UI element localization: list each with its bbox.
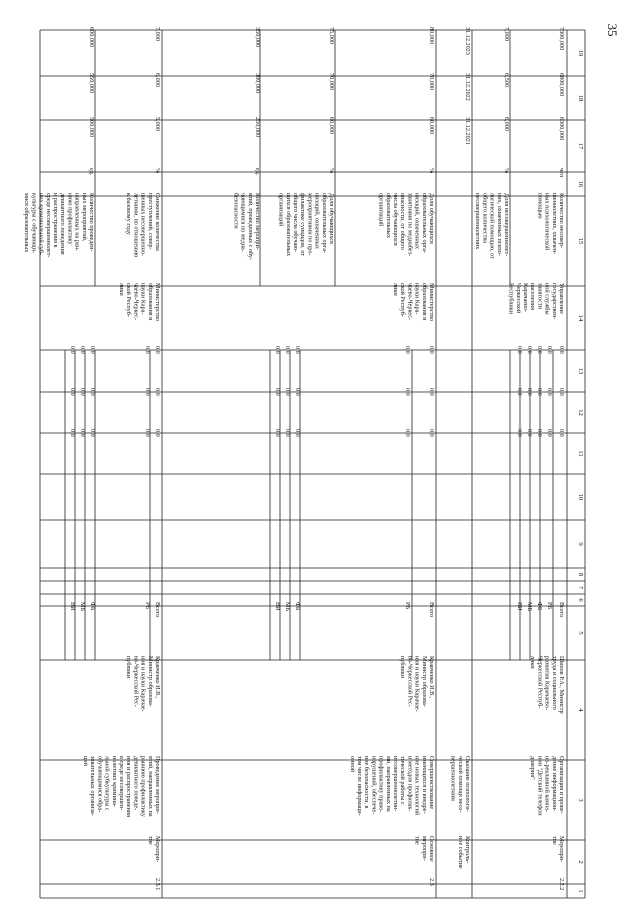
- control-date: 31.12.2021: [464, 117, 471, 145]
- funding-source: МБ: [284, 602, 291, 612]
- funding-value: 0,0: [284, 346, 291, 354]
- funding-value: 0,0: [294, 429, 301, 437]
- target-value-2: 7,000: [503, 27, 510, 41]
- funding-value: 0,0: [274, 429, 281, 437]
- funding-value: 0,0: [516, 429, 523, 437]
- target-value-2: 75,000: [328, 27, 335, 45]
- header-number: 11: [577, 450, 584, 457]
- target-value-2: 70,000: [328, 73, 335, 91]
- row-name: Организация и прове-дение информацион-но-рекламной кампа-нии "Детский телефондоверия": [529, 756, 565, 816]
- target-value-2: 550,000: [88, 73, 95, 94]
- target-value-2: 60,000: [328, 117, 335, 135]
- target-value: 6,000: [154, 73, 161, 87]
- budget-value: 0,0: [154, 388, 161, 396]
- row-type: Основноемеропри-тие: [413, 836, 435, 862]
- header-number: 1: [577, 889, 584, 893]
- row-indicator: Доля обучающихсяобразовательных орга-низаций, охваченныхзанятиями по медиабез-опасности, от общегочисла обучающихсяобразовательныхорганизаций: [377, 193, 435, 257]
- funding-value: 0,0: [404, 388, 411, 396]
- target-value-2: 6,500: [503, 73, 510, 87]
- target-value-2: 6,000: [503, 117, 510, 131]
- funding-source: МБ: [79, 602, 86, 612]
- funding-value: 0,0: [516, 346, 523, 354]
- funding-value: 0,0: [69, 429, 76, 437]
- row-unit: %: [428, 168, 435, 174]
- row-indicator-2: Доля несовершеннолет-них, охваченных психо-логической помощью, отобщего количестванесовершеннолетних: [474, 193, 510, 259]
- header-number: 2: [577, 860, 584, 864]
- header-number: 14: [577, 314, 584, 322]
- funding-value: 0,0: [69, 388, 76, 396]
- target-value: 7300,000: [558, 27, 565, 51]
- target-value-3: 250,000: [254, 117, 261, 138]
- header-number: 3: [577, 798, 584, 802]
- funding-value: 0,0: [79, 429, 86, 437]
- funding-value: 0,0: [144, 346, 151, 354]
- target-value: 6800,000: [558, 73, 565, 97]
- header-number: 9: [577, 542, 584, 546]
- funding-value: 0,0: [294, 388, 301, 396]
- header-number: 16: [577, 180, 584, 188]
- header-number: 12: [577, 409, 584, 416]
- budget-value: 0,0: [558, 346, 565, 354]
- target-value-3: 350,000: [254, 27, 261, 48]
- row-unit-2: %: [328, 168, 335, 174]
- funding-value: 0,0: [144, 388, 151, 396]
- funding-value: 0,0: [526, 429, 533, 437]
- funding-value: 0,0: [536, 429, 543, 437]
- budget-value: 0,0: [154, 346, 161, 354]
- header-number: 13: [577, 367, 584, 375]
- row-executor: Управлениегосударствен-ной службызанятостинаселенияКарачаево-ЧеркесскойРеспублики: [507, 283, 565, 320]
- funding-value: 0,0: [536, 346, 543, 354]
- funding-value: 0,0: [546, 346, 553, 354]
- row-indicator-2: Количество проведен-ных мероприятий,направленных на ран-нюю профилактикудевиантного поведенияи распространения всреде несовершеннолет-них криминальной суб-культуры с обучающи-мися образовательных: [23, 193, 95, 258]
- row-executor: Министерствообразования инауки Кара-чаево-Черкес-ской Респуб-лики: [118, 283, 161, 322]
- budget-value: 0,0: [558, 429, 565, 437]
- funding-value: 0,0: [546, 429, 553, 437]
- source-total: Всего: [558, 602, 565, 618]
- budget-value: 0,0: [428, 429, 435, 437]
- row-type: Меропри-тие: [146, 836, 161, 863]
- control-date: 31.12.2023: [464, 27, 471, 55]
- target-value-2: 600,000: [88, 27, 95, 48]
- row-unit: %: [154, 168, 161, 174]
- target-value: 60,000: [428, 117, 435, 135]
- funding-value: 0,0: [274, 346, 281, 354]
- funding-value: 0,0: [294, 346, 301, 354]
- header-number: 8: [577, 572, 584, 577]
- funding-source: ФБ: [536, 602, 543, 611]
- funding-source: ФБ: [89, 602, 96, 611]
- row-type: Контроль-ное событие: [456, 836, 471, 869]
- funding-value: 0,0: [404, 429, 411, 437]
- header-number: 15: [577, 237, 584, 245]
- row-unit: чел: [558, 168, 565, 177]
- target-value-3: 300,000: [254, 73, 261, 94]
- funding-value: 0,0: [69, 346, 76, 354]
- row-name: Проведение меропри-ятий, направленных нараннюю профилактикудевиантного поведе-ния и распространенияв среде несовершен-нолетних кримина-льной субкультуры собучающимися обра-зовательных организа-ций: [82, 756, 161, 818]
- target-value: 80,000: [428, 27, 435, 45]
- header-number: 5: [577, 631, 584, 635]
- funding-value: 0,0: [536, 388, 543, 396]
- page-number: 35: [605, 23, 620, 37]
- row-responsible: Кравченко И.В.,Министр образова-ния и науки Карачае-во-Черкесской Рес-публики: [399, 656, 435, 712]
- funding-value: 0,0: [89, 429, 96, 437]
- table-text: [23, 27, 584, 893]
- row-indicator: Количество несовер-шеннолетних, охвачен-ных психологическойпомощью: [536, 193, 565, 255]
- row-indicator-2: Доля обучающихсяобразовательных орга-низаций, охваченныхмероприятиями по про-филактике суицидов, отобщего числа обучаю-щихся образовательныхорганизаций: [277, 193, 335, 257]
- header-number: 17: [577, 142, 584, 150]
- funding-source: ФБ: [294, 602, 301, 611]
- funding-source: РБ: [144, 602, 151, 609]
- header-number: 7: [577, 585, 584, 590]
- target-value-2: 500,000: [88, 117, 95, 138]
- funding-value: 0,0: [89, 388, 96, 396]
- target-value: 6300,000: [558, 117, 565, 141]
- funding-value: 0,0: [404, 346, 411, 354]
- header-number: 18: [577, 94, 584, 102]
- header-number: 10: [577, 493, 584, 501]
- funding-value: 0,0: [144, 429, 151, 437]
- row-indicator: Снижение количествапреступлений, совер-шенных несовершенно-летними, по отношениюк базовому году: [125, 193, 161, 258]
- target-value: 70,000: [428, 73, 435, 91]
- row-name: Оказание психологи-ческой помощи несо-вершеннолетним: [449, 756, 471, 813]
- row-responsible: Шилов Р.А., Министртруда и социальногоразвития Карачаево-Черкесской Респуб-лики: [529, 656, 565, 714]
- funding-source: ВИ: [274, 602, 281, 611]
- funding-value: 0,0: [516, 388, 523, 396]
- header-number: 19: [577, 49, 584, 57]
- funding-value: 0,0: [546, 388, 553, 396]
- funding-value: 0,0: [526, 346, 533, 354]
- row-number: 2.3: [428, 878, 435, 886]
- target-value: 7,000: [154, 27, 161, 41]
- funding-value: 0,0: [526, 388, 533, 396]
- row-indicator-3: Количество меропри-ятий, проведенных с обу-чающимися по медиа-безопасности: [232, 193, 261, 261]
- funding-source: МБ: [526, 602, 533, 612]
- funding-source: ВИ: [69, 602, 76, 611]
- funding-value: 0,0: [79, 388, 86, 396]
- funding-source: ВИ: [516, 602, 523, 611]
- funding-value: 0,0: [284, 388, 291, 396]
- funding-value: 0,0: [79, 346, 86, 354]
- target-value: 5,000: [154, 117, 161, 131]
- row-responsible: Кравченко И.В.,Министр образова-ния и науки Карачае-во-Черкесской Рес-публики: [125, 656, 161, 712]
- funding-value: 0,0: [89, 346, 96, 354]
- budget-value: 0,0: [428, 388, 435, 396]
- budget-value: 0,0: [154, 429, 161, 437]
- row-type: Меропри-тие: [550, 836, 565, 863]
- budget-value: 0,0: [558, 388, 565, 396]
- row-name: Совершенствованиеимеющихся и внедре-ние новых технологийи методов профилак-тической работы снесовершеннолетни-ми, направленных напрофилактику право-нарушений, обеспече-ние безопасности, втом числе информаци-онной: [348, 756, 435, 816]
- funding-value: 0,0: [274, 388, 281, 396]
- budget-value: 0,0: [428, 346, 435, 354]
- source-total: Всего: [428, 602, 435, 618]
- funding-source: РБ: [546, 602, 553, 609]
- funding-value: 0,0: [284, 429, 291, 437]
- row-number: 2.3.1: [154, 878, 161, 891]
- row-executor: Министерствообразования инауки Кара-чаево-Черкес-ской Респуб-лики: [392, 283, 435, 322]
- control-date: 31.12.2022: [464, 73, 471, 101]
- row-unit-2: %: [503, 168, 510, 174]
- header-number: 6: [577, 598, 584, 602]
- header-number: 4: [577, 708, 584, 712]
- row-unit-2: ед.: [88, 168, 95, 176]
- row-number: 2.2.2: [558, 878, 565, 891]
- row-unit-3: ед.: [254, 168, 261, 176]
- source-total: Всего: [154, 602, 161, 618]
- funding-source: РБ: [404, 602, 411, 609]
